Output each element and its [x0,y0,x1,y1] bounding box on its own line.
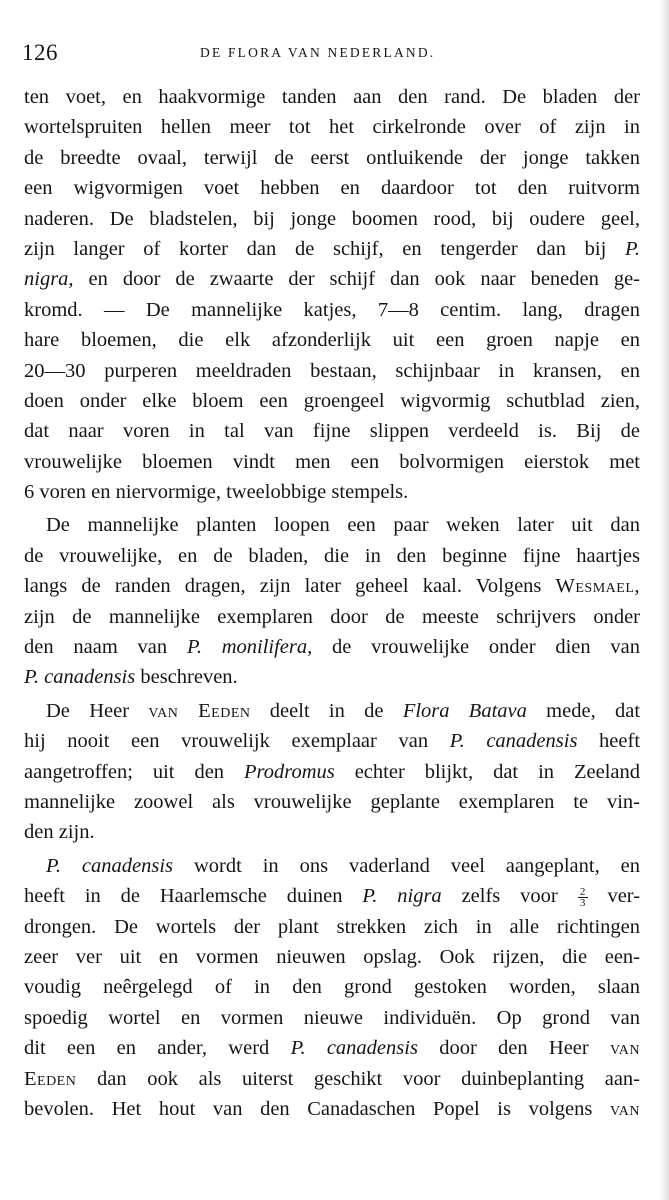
italic-text: P. canadensis [290,1037,418,1060]
small-caps-name: van Eeden [148,699,251,722]
text-line [24,1064,640,1094]
text-line: 6 voren en niervormige, tweelobbige stempels. [24,481,409,504]
italic-text: Prodromus [244,760,335,783]
fraction-numerator: 2 [579,885,586,898]
text-run: de vrouwelijke onder dien van [332,636,640,659]
text-line: ten voet, en haakvormige tanden aan den rand. De bladen der [24,86,640,108]
text-line: kromd. — De mannelijke katjes, 7—8 centim. lang, dragen [24,298,640,321]
small-caps-name: Eeden [24,1067,77,1090]
text-line: spoedig wortel en vormen nieuwe individuën. Op grond van [24,1006,640,1029]
text-line [24,264,640,294]
text-line: naderen. De bladstelen, bij jonge boomen rood, bij oudere geel, [24,207,640,230]
text-line: mannelijke zoowel als vrouwelijke geplante exemplaren te vin- [24,790,640,813]
text-run: De Heer [46,699,130,722]
italic-text: P. nigra [362,885,442,908]
text-run: zijn langer of korter dan de schijf, en tengerder dan bij [24,237,607,260]
page-number: 126 [22,40,58,65]
text-run: dan ook als uiterst geschikt voor duinbeplanting aan- [97,1067,640,1090]
text-run: aangetroffen; uit den [24,760,225,783]
italic-text: Flora Batava [402,699,527,722]
text-line: voudig neêrgelegd of in den grond gestoken worden, slaan [24,976,640,999]
italic-text: nigra, [24,268,74,291]
body-text [24,82,640,1124]
text-line [24,757,640,787]
text-line: een wigvormigen voet hebben en daardoor tot den ruitvorm [24,177,640,200]
text-line [24,726,640,756]
text-line: zijn de mannelijke exemplaren door de meeste schrijvers onder [24,605,640,628]
text-line [24,1033,640,1063]
text-run: mede, dat [546,699,641,722]
italic-text: P. [624,237,640,260]
text-line [24,881,640,911]
text-run: dit een en ander, werd [24,1037,270,1060]
text-line: dat naar voren in tal van fijne slippen verdeeld is. Bij de [24,420,640,443]
text-line [24,571,640,601]
small-caps-name: van [610,1037,641,1060]
text-line [24,696,640,726]
fraction-denominator: 3 [578,897,588,908]
italic-text: P. canadensis [449,730,578,753]
text-line [24,662,640,692]
text-run: heeft in de Haarlemsche duinen [24,885,343,908]
italic-text: P. canadensis [46,854,174,877]
text-line: 20—30 purperen meeldraden bestaan, schijnbaar in kransen, en [24,359,640,382]
text-run: door den Heer [439,1037,589,1060]
page-edge-shadow [659,0,669,1200]
text-line: vrouwelijke bloemen vindt men een bolvormigen eierstok met [24,450,640,473]
italic-text: P. canadensis [24,666,136,689]
text-run: langs de randen dragen, zijn later geheel kaal. Volgens [24,575,542,598]
text-run: bevolen. Het hout van den Canadaschen Popel is volgens [24,1097,593,1120]
text-run: beschreven. [140,666,238,689]
text-line: doen onder elke bloem een groengeel wigvormig schutblad zien, [24,389,640,412]
text-line: hare bloemen, die elk afzonderlijk uit een groen napje en [24,329,640,352]
text-run: heeft [599,730,641,753]
text-line [24,234,640,264]
italic-text: P. monilifera, [186,636,313,659]
text-line [24,851,640,881]
small-caps-name: Wesmael, [555,575,640,598]
text-run: hij nooit een vrouwelijk exemplaar van [24,730,429,753]
fraction [578,887,588,908]
small-caps-name: van [609,1097,640,1120]
text-line: de vrouwelijke, en de bladen, die in den beginne fijne haartjes [24,544,640,567]
text-run: ver- [607,885,641,908]
text-line: wortelspruiten hellen meer tot het cirkelronde over of zijn in [24,116,640,139]
text-run: zelfs voor [461,885,558,908]
text-run: deelt in de [269,699,384,722]
text-run: en door de zwaarte der schijf dan ook naar beneden ge- [88,268,641,291]
text-line: drongen. De wortels der plant strekken zich in alle richtingen [24,915,640,938]
running-title: DE FLORA VAN NEDERLAND. [200,45,436,60]
text-line: De mannelijke planten loopen een paar weken later uit dan [46,514,640,537]
text-line: den zijn. [24,821,95,844]
text-run: wordt in ons vaderland veel aangeplant, en [193,854,640,877]
text-run: echter blijkt, dat in Zeeland [354,760,640,783]
text-line: zeer ver uit en vormen nieuwen opslag. Ook rijzen, die een- [24,945,640,968]
text-line: de breedte ovaal, terwijl de eerst ontluikende der jonge takken [24,146,640,169]
text-line [24,632,640,662]
text-line [24,1094,640,1124]
text-run: den naam van [24,636,168,659]
running-head [22,38,642,68]
